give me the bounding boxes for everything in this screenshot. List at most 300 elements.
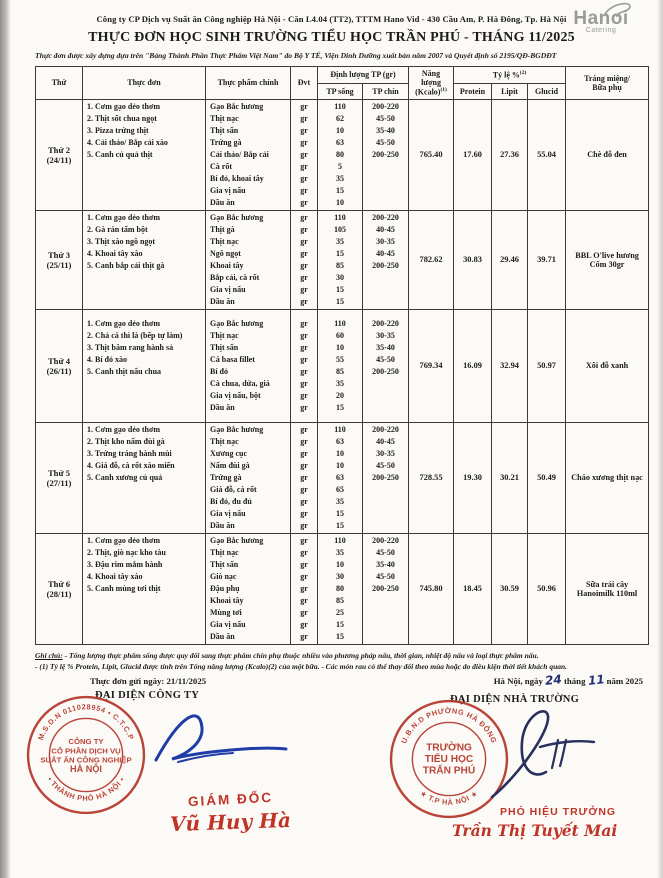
ingredient-name: Thịt nạc <box>210 330 239 340</box>
ingredient-raw: 65 <box>336 484 344 494</box>
dish-item: 1. Cơm gạo dẻo thơm <box>87 424 161 434</box>
dish-item: 2. Gà rán tẩm bột <box>87 224 148 234</box>
ingredient-unit: gr <box>300 631 308 641</box>
ingredient-unit: gr <box>300 424 308 434</box>
svg-text:SUẤT ĂN CÔNG NGHIỆP: SUẤT ĂN CÔNG NGHIỆP <box>40 755 132 765</box>
day-label: Thứ 4 <box>47 355 71 366</box>
ingredient-cooked <box>364 607 407 619</box>
ingredient-raw: 110 <box>334 318 346 328</box>
dessert-cell: Cháo xương thịt nạc <box>566 422 649 533</box>
col-header-menu: Thực đơn <box>83 67 206 100</box>
dish-item: 1. Cơm gạo dẻo thơm <box>87 535 161 545</box>
ingredient-unit: gr <box>300 354 308 364</box>
ingredient-raw: 80 <box>336 583 344 593</box>
ingredient-name: Dầu ăn <box>210 296 235 306</box>
ingredient-unit: gr <box>300 535 308 545</box>
ingredient-name: Giò nạc <box>210 571 237 581</box>
ingredient-raw: 10 <box>336 342 344 352</box>
company-round-stamp-svg <box>25 694 147 816</box>
ingredient-cooked: 200-220 <box>372 424 399 434</box>
ingredient-raw: 60 <box>336 330 344 340</box>
ingredient-raw: 63 <box>336 137 344 147</box>
director-name: Vũ Huy Hà <box>169 807 292 836</box>
glucid-value: 39.71 <box>528 210 566 309</box>
day-cell <box>36 210 83 309</box>
ingredient-unit: gr <box>300 284 308 294</box>
svg-text:• THÀNH PHỐ HÀ NỘI •: • THÀNH PHỐ HÀ NỘI • <box>45 774 127 803</box>
ingredient-name: Bắp cải, cà rốt <box>210 272 260 282</box>
ingredient-name: Trứng gà <box>210 137 242 147</box>
ingredient-raw: 110 <box>334 101 346 111</box>
ingredient-raw: 15 <box>336 284 344 294</box>
ingredient-cooked <box>364 496 407 508</box>
ingredient-cooked: 45-50 <box>376 113 395 123</box>
dish-item: 2. Thịt, giò nạc kho tàu <box>87 547 166 557</box>
ingredient-cooked: 35-40 <box>376 559 395 569</box>
ingredient-cooked <box>364 173 407 185</box>
menu-sent-date: Thực đơn gửi ngày: 21/11/2025 <box>90 675 207 686</box>
col-header-energy <box>409 67 454 100</box>
menu-day-row <box>36 99 649 210</box>
ingredient-unit: gr <box>300 260 308 270</box>
ingredient-name: Trứng gà <box>210 472 242 482</box>
ratio-header-sup: (2) <box>519 70 527 77</box>
raw-weight-cell <box>318 99 363 210</box>
day-label: Thứ 2 <box>47 144 71 155</box>
ingredient-unit: gr <box>300 436 308 446</box>
menu-table <box>35 66 649 645</box>
svg-text:TRƯỜNG: TRƯỜNG <box>426 742 472 754</box>
ingredient-cell <box>206 210 291 309</box>
ingredient-name: Nấm đùi gà <box>210 460 250 470</box>
dish-item: 3. Trứng tráng hành mùi <box>87 448 172 458</box>
ingredient-name: Dầu ăn <box>210 631 235 641</box>
ingredient-raw: 15 <box>336 248 344 258</box>
ingredient-name: Cà rốt <box>210 161 232 171</box>
ingredient-cooked: 200-250 <box>372 149 399 159</box>
ingredient-cooked: 30-35 <box>376 330 395 340</box>
ingredient-cooked: 200-250 <box>372 260 399 270</box>
ingredient-name: Xương cục <box>210 448 248 458</box>
ingredient-unit: gr <box>300 619 308 629</box>
ingredient-cooked: 45-50 <box>376 354 395 364</box>
lipit-value: 30.21 <box>492 422 528 533</box>
day-date: (28/11) <box>46 588 72 599</box>
raw-weight-cell <box>318 210 363 309</box>
ingredient-name: Dầu ăn <box>210 520 235 530</box>
ingredient-name: Cá basa fillet <box>210 354 255 364</box>
col-header-protein: Protein <box>454 83 492 99</box>
ingredient-unit: gr <box>300 212 308 222</box>
dish-item: 1. Cơm gạo dẻo thơm <box>87 212 161 222</box>
ingredient-unit: gr <box>300 272 308 282</box>
ingredient-name: Thịt gà <box>210 224 235 234</box>
hanoi-catering-logo <box>561 8 641 34</box>
ingredient-cooked <box>364 284 407 296</box>
col-header-glucid: Glucid <box>528 83 566 99</box>
energy-value: 782.62 <box>409 210 454 309</box>
page-subtitle: Thực đơn được xây dựng dựa trên "Bảng Thành Phần Thực Phẩm Việt Nam" do Bộ Y TẾ, Viện Dinh Dưỡng xuất bản năm 2007 và Quyết định số 2195/QĐ-BGDĐT <box>35 51 557 60</box>
dish-item: 4. Bí đỏ xào <box>87 354 128 364</box>
energy-header-line3: (Kcalo) <box>415 87 441 97</box>
ingredient-raw: 10 <box>336 559 344 569</box>
ingredient-cooked <box>364 508 407 520</box>
ingredient-cell <box>206 422 291 533</box>
dessert-header-line1: Tráng miệng/ <box>584 73 630 83</box>
ingredient-cooked: 45-50 <box>376 460 395 470</box>
ingredient-unit: gr <box>300 330 308 340</box>
col-header-day: Thứ <box>36 67 83 100</box>
dish-item: 2. Thịt sốt chua ngọt <box>87 113 157 123</box>
ingredient-cooked <box>364 185 407 197</box>
ingredient-unit: gr <box>300 296 308 306</box>
ingredient-name: Cải thảo/ Bắp cải <box>210 149 269 159</box>
ingredient-raw: 15 <box>336 402 344 412</box>
ingredient-cooked <box>364 520 407 532</box>
vice-principal-role-label: PHÓ HIỆU TRƯỞNG <box>500 805 617 818</box>
ingredient-name: Thịt sấn <box>210 559 239 569</box>
place-date-suffix: năm 2025 <box>606 675 643 686</box>
ingredient-name: Gạo Bắc hương <box>210 212 264 222</box>
menu-day-row <box>36 210 649 309</box>
ingredient-cooked <box>364 161 407 173</box>
ingredient-unit: gr <box>300 508 308 518</box>
ingredient-cooked: 200-220 <box>372 212 399 222</box>
col-header-lipit: Lipit <box>492 83 528 99</box>
day-date: (27/11) <box>46 477 72 488</box>
dish-item: 5. Canh thịt nấu chua <box>87 366 162 376</box>
protein-value: 18.45 <box>454 533 492 644</box>
ingredient-raw: 110 <box>334 212 346 222</box>
ingredient-raw: 5 <box>338 161 342 171</box>
ingredient-raw: 105 <box>334 224 346 234</box>
director-role-label: GIÁM ĐỐC <box>187 789 274 809</box>
raw-weight-cell <box>318 422 363 533</box>
ingredient-unit: gr <box>300 448 308 458</box>
ingredient-unit: gr <box>300 173 308 183</box>
protein-value: 16.09 <box>454 309 492 422</box>
ingredient-cooked <box>364 484 407 496</box>
place-date <box>493 671 643 688</box>
cooked-weight-cell <box>363 533 409 644</box>
ingredient-cooked: 30-35 <box>376 236 395 246</box>
ingredient-raw: 10 <box>336 448 344 458</box>
protein-value: 17.60 <box>454 99 492 210</box>
svg-text:CỔ PHẦN DỊCH VỤ: CỔ PHẦN DỊCH VỤ <box>51 746 121 756</box>
ingredient-cooked <box>364 619 407 631</box>
ingredient-raw: 30 <box>336 571 344 581</box>
svg-text:★ T.P HÀ NỘI ★: ★ T.P HÀ NỘI ★ <box>418 788 480 807</box>
ingredient-name: Bí đỏ, đu đủ <box>210 496 252 506</box>
dessert-cell: Xôi đỗ xanh <box>566 309 649 422</box>
ingredient-cooked: 45-50 <box>376 547 395 557</box>
svg-text:CÔNG TY: CÔNG TY <box>68 736 104 746</box>
dessert-header-line2: Bữa phụ <box>592 82 622 92</box>
lipit-value: 32.94 <box>492 309 528 422</box>
footnote-line-2 <box>35 661 645 673</box>
ingredient-name: Gia vị nấu <box>210 185 246 195</box>
ingredient-unit: gr <box>300 113 308 123</box>
cooked-weight-cell <box>363 99 409 210</box>
ingredient-raw: 35 <box>336 378 344 388</box>
ingredient-unit: gr <box>300 520 308 530</box>
ingredient-name: Ngô ngọt <box>210 248 241 258</box>
ingredient-name: Thịt sấn <box>210 125 239 135</box>
menu-table-header <box>36 67 649 100</box>
ingredient-cooked: 200-220 <box>372 318 399 328</box>
dish-item: 1. Cơm gạo dẻo thơm <box>87 101 161 111</box>
energy-header-sup: (1) <box>440 87 447 93</box>
menu-cell <box>83 533 206 644</box>
dish-item: 5. Canh xương củ quả <box>87 472 163 482</box>
dish-item: 5. Canh củ quả thịt <box>87 149 153 159</box>
dish-item: 1. Cơm gạo dẻo thơm <box>87 318 161 328</box>
glucid-value: 50.97 <box>528 309 566 422</box>
unit-cell <box>291 422 318 533</box>
ingredient-name: Thịt nạc <box>210 236 239 246</box>
unit-cell <box>291 309 318 422</box>
ingredient-unit: gr <box>300 583 308 593</box>
dessert-cell: Sữa trái cây Hanoimilk 110ml <box>566 533 649 644</box>
ingredient-unit: gr <box>300 390 308 400</box>
ingredient-cooked: 30-35 <box>376 448 395 458</box>
dish-item: 4. Cải thảo/ Bắp cải xào <box>87 137 168 147</box>
ingredient-cooked: 200-220 <box>372 101 399 111</box>
lipit-value: 29.46 <box>492 210 528 309</box>
ingredient-raw: 10 <box>336 125 344 135</box>
ingredient-name: Giá đỗ, cà rốt <box>210 484 257 494</box>
ingredient-cooked: 35-40 <box>376 342 395 352</box>
ingredient-unit: gr <box>300 547 308 557</box>
menu-cell <box>83 422 206 533</box>
unit-cell <box>291 210 318 309</box>
ingredient-cooked <box>364 595 407 607</box>
energy-value: 728.55 <box>409 422 454 533</box>
ingredient-unit: gr <box>300 342 308 352</box>
dessert-cell: BBL O'live hương Cốm 30gr <box>566 210 649 309</box>
ingredient-unit: gr <box>300 125 308 135</box>
ingredient-raw: 85 <box>336 366 344 376</box>
dish-item: 2. Thịt kho nấm đùi gà <box>87 436 165 446</box>
ingredient-unit: gr <box>300 318 308 328</box>
ingredient-name: Khoai tây <box>210 595 244 605</box>
footnote-label: Ghi chú: <box>35 650 63 660</box>
school-representative-heading: ĐẠI DIỆN NHÀ TRƯỜNG <box>450 693 580 705</box>
dish-item: 3. Thịt xào ngô ngọt <box>87 236 156 246</box>
dessert-cell: Chè đỗ đen <box>566 99 649 210</box>
ingredient-unit: gr <box>300 236 308 246</box>
ingredient-name: Dầu ăn <box>210 197 235 207</box>
logo-tagline: Catering <box>585 27 617 34</box>
page-title: THỰC ĐƠN HỌC SINH TRƯỜNG TIỂU HỌC TRẦN PHÚ - THÁNG 11/2025 <box>88 30 575 45</box>
day-cell <box>36 309 83 422</box>
ingredient-cell <box>206 309 291 422</box>
ingredient-raw: 15 <box>336 631 344 641</box>
ingredient-unit: gr <box>300 101 308 111</box>
ingredient-unit: gr <box>300 402 308 412</box>
ingredient-raw: 10 <box>336 460 344 470</box>
ingredient-raw: 62 <box>336 113 344 123</box>
vice-principal-name: Trần Thị Tuyết Mai <box>452 820 618 840</box>
ingredient-unit: gr <box>300 484 308 494</box>
dish-item: 5. Canh bắp cải thịt gà <box>87 260 165 270</box>
col-header-ratio <box>454 67 566 84</box>
ingredient-name: Đậu phụ <box>210 583 240 593</box>
company-representative-heading: ĐẠI DIỆN CÔNG TY <box>95 689 200 701</box>
place-date-middle: tháng <box>563 675 586 686</box>
ingredient-raw: 110 <box>334 535 346 545</box>
dish-item: 3. Thịt băm rang hành sả <box>87 342 174 352</box>
dish-item: 4. Khoai tây xào <box>87 248 143 258</box>
ingredient-unit: gr <box>300 224 308 234</box>
ingredient-name: Thịt nạc <box>210 113 239 123</box>
ingredient-unit: gr <box>300 161 308 171</box>
dish-item: 2. Chả cá thì là (bếp tự làm) <box>87 330 183 340</box>
ingredient-unit: gr <box>300 366 308 376</box>
handwritten-month: 11 <box>586 671 606 688</box>
unit-cell <box>291 99 318 210</box>
ingredient-name: Gạo Bắc hương <box>210 318 264 328</box>
ingredient-raw: 20 <box>336 390 344 400</box>
ingredient-raw: 35 <box>336 547 344 557</box>
ingredient-raw: 10 <box>336 197 344 207</box>
dish-item: 4. Khoai tây xào <box>87 571 143 581</box>
company-round-stamp <box>25 694 147 821</box>
ingredient-cooked <box>364 402 407 414</box>
ingredient-name: Thịt nạc <box>210 436 239 446</box>
energy-value: 769.34 <box>409 309 454 422</box>
energy-value: 765.40 <box>409 99 454 210</box>
energy-value: 745.80 <box>409 533 454 644</box>
protein-value: 19.30 <box>454 422 492 533</box>
day-cell <box>36 99 83 210</box>
ingredient-raw: 15 <box>336 520 344 530</box>
ingredient-raw: 15 <box>336 185 344 195</box>
ingredient-cooked: 200-250 <box>372 583 399 593</box>
col-header-quantity: Định lượng TP (gr) <box>318 67 409 84</box>
ingredient-cooked: 200-250 <box>372 366 399 376</box>
company-address-line: Công ty CP Dịch vụ Suất ăn Công nghiệp Hà Nội - Căn L4.04 (TT2), TTTM Hano Vid - 430 Cầu Am, P. Hà Đông, Tp. Hà Nội <box>96 14 567 24</box>
ingredient-unit: gr <box>300 197 308 207</box>
ingredient-name: Khoai tây <box>210 260 244 270</box>
day-cell <box>36 533 83 644</box>
vice-principal-signature <box>462 702 602 807</box>
logo-name: Hanoi <box>573 8 629 29</box>
ingredient-cooked: 45-50 <box>376 137 395 147</box>
menu-day-row <box>36 533 649 644</box>
glucid-value: 50.49 <box>528 422 566 533</box>
dish-item: 3. Đậu rim mắm hành <box>87 559 163 569</box>
dish-item: 5. Canh mùng tơi thịt <box>87 583 161 593</box>
cooked-weight-cell <box>363 210 409 309</box>
ingredient-unit: gr <box>300 149 308 159</box>
ingredient-name: Thịt nạc <box>210 547 239 557</box>
svg-text:U.B.N.D PHƯỜNG HÀ ĐÔNG: U.B.N.D PHƯỜNG HÀ ĐÔNG <box>399 705 499 745</box>
ingredient-raw: 55 <box>336 354 344 364</box>
lipit-value: 27.36 <box>492 99 528 210</box>
day-date: (25/11) <box>46 259 72 270</box>
day-label: Thứ 6 <box>47 578 71 589</box>
day-date: (24/11) <box>46 154 72 165</box>
ratio-header-label: Tỷ lệ % <box>492 70 520 80</box>
ingredient-name: Cà chua, dứa, giá <box>210 378 270 388</box>
ingredient-name: Bí đỏ, khoai tây <box>210 173 264 183</box>
ingredient-cooked <box>364 378 407 390</box>
ingredient-name: Gia vị nấu <box>210 508 246 518</box>
footnote-text-1: - Tổng lượng thực phẩm sống được quy đổi sang thực phẩm chín phụ thuộc nhiều vào phương pháp nấu, thời gian, nhiệt độ nấu và loại thực phẩm nấu. <box>64 650 539 660</box>
ingredient-raw: 85 <box>336 260 344 270</box>
ingredient-raw: 35 <box>336 496 344 506</box>
raw-weight-cell <box>318 309 363 422</box>
ingredient-raw: 110 <box>334 424 346 434</box>
menu-day-row <box>36 422 649 533</box>
menu-cell <box>83 99 206 210</box>
ingredient-cooked <box>364 296 407 308</box>
menu-table-body <box>36 99 649 644</box>
energy-header-line2: lượng <box>421 78 441 87</box>
footnotes <box>35 650 645 673</box>
ingredient-cooked: 200-220 <box>372 535 399 545</box>
ingredient-unit: gr <box>300 248 308 258</box>
footnote-line-1 <box>35 650 645 662</box>
ingredient-unit: gr <box>300 571 308 581</box>
dish-item: 3. Pizza trứng thịt <box>87 125 149 135</box>
svg-text:TRẤN PHÚ: TRẤN PHÚ <box>422 765 476 777</box>
menu-cell <box>83 309 206 422</box>
ingredient-raw: 35 <box>336 236 344 246</box>
ingredient-unit: gr <box>300 595 308 605</box>
menu-cell <box>83 210 206 309</box>
ingredient-cell <box>206 533 291 644</box>
day-label: Thứ 5 <box>47 467 71 478</box>
ingredient-name: Mùng tơi <box>210 607 242 617</box>
ingredient-cooked: 35-40 <box>376 125 395 135</box>
energy-header-line1: Năng <box>421 69 441 78</box>
ingredient-raw: 80 <box>336 149 344 159</box>
cooked-weight-cell <box>363 422 409 533</box>
ingredient-cooked <box>364 272 407 284</box>
ingredient-name: Gạo Bắc hương <box>210 535 264 545</box>
date-row <box>35 671 643 688</box>
ingredient-name: Gia vị nấu <box>210 284 246 294</box>
ingredient-name: Dầu ăn <box>210 402 235 412</box>
ingredient-unit: gr <box>300 607 308 617</box>
unit-cell <box>291 533 318 644</box>
signature-area <box>0 688 663 870</box>
ingredient-name: Bí đỏ <box>210 366 229 376</box>
document-header <box>0 0 663 60</box>
glucid-value: 55.04 <box>528 99 566 210</box>
col-header-raw: TP sống <box>318 83 363 99</box>
director-signature <box>138 702 298 782</box>
col-header-main-ingredient: Thực phẩm chính <box>206 67 291 100</box>
ingredient-name: Gia vị nấu <box>210 619 246 629</box>
protein-value: 30.83 <box>454 210 492 309</box>
ingredient-cooked: 200-250 <box>372 472 399 482</box>
day-label: Thứ 3 <box>47 249 71 260</box>
cooked-weight-cell <box>363 309 409 422</box>
ingredient-cooked: 45-50 <box>376 571 395 581</box>
dish-item: 4. Giá đỗ, cà rốt xào miến <box>87 460 175 470</box>
lipit-value: 30.59 <box>492 533 528 644</box>
menu-day-row <box>36 309 649 422</box>
ingredient-unit: gr <box>300 185 308 195</box>
ingredient-cell <box>206 99 291 210</box>
ingredient-cooked: 40-45 <box>376 436 395 446</box>
footnote-text-2: - (1) Tỷ lệ % Protein, Lipit, Glucid được tính trên Tổng năng lượng (Kcalo)(2) của một bữa. - Các món rau có thể thay đổi theo mùa hoặc do điều kiện thời tiết khách quan. <box>35 662 568 672</box>
ingredient-cooked: 40-45 <box>376 248 395 258</box>
ingredient-name: Gạo Bắc hương <box>210 424 264 434</box>
